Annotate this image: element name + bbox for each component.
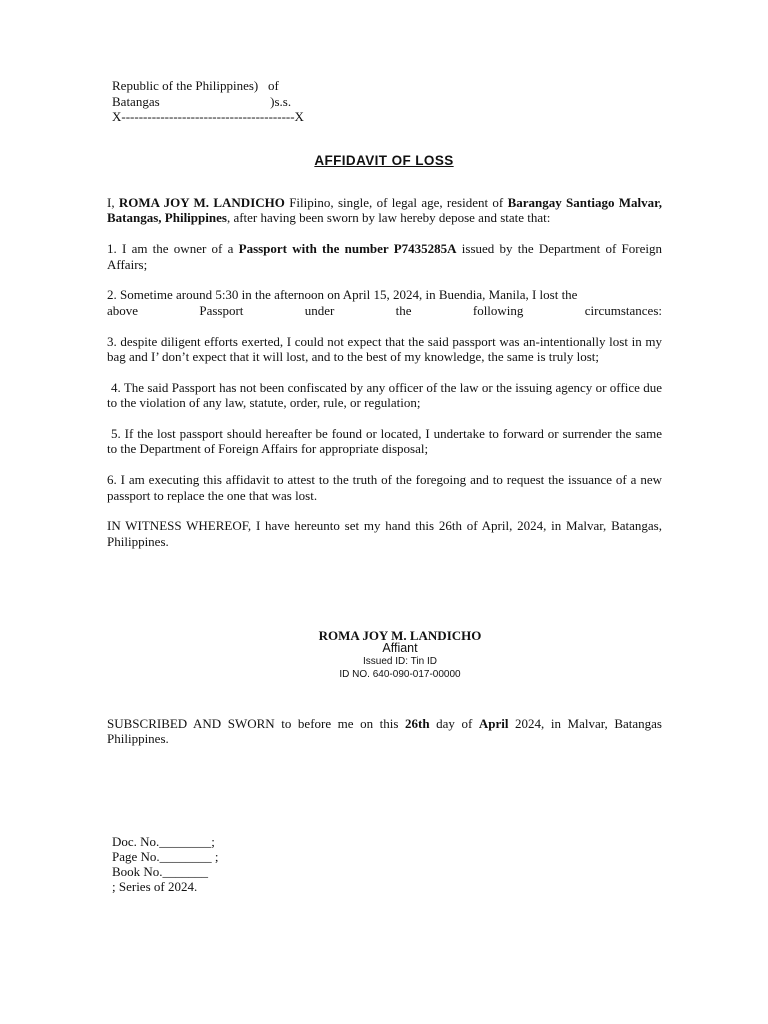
page-no: Page No.________ ; — [112, 849, 219, 864]
intro-text-2: Filipino, single, of legal age, resident of — [284, 195, 508, 210]
doc-no: Doc. No.________; — [112, 834, 215, 849]
jurat-month: April — [478, 716, 509, 731]
jurat-text-2: day of — [429, 716, 479, 731]
venue-line-batangas: Batangas )s.s. — [112, 93, 292, 109]
jurat-day: 26th — [405, 716, 430, 731]
affiant-address: Barangay Santiago Malvar, Batangas, Philippines — [107, 195, 662, 226]
intro-paragraph — [107, 195, 662, 226]
intro-text-1: I, — [107, 195, 119, 210]
venue-separator: X----------------------------------------X — [112, 109, 304, 124]
document-title-text: AFFIDAVIT OF LOSS — [314, 153, 454, 168]
p1-text-2: issued by the Department of Foreign Affairs; — [107, 241, 662, 272]
venue-line-republic: Republic of the Philippines) of — [112, 78, 279, 93]
signature-block — [0, 629, 768, 681]
passport-number: Passport with the number P7435285A — [238, 241, 457, 257]
jurat-text-3: 2024, in Malvar, Batangas Philippines. — [107, 716, 662, 747]
paragraph-2 — [107, 287, 662, 318]
affiant-name-inline: ROMA JOY M. LANDICHO — [118, 195, 285, 210]
affiant-role: Affiant — [382, 641, 418, 655]
venue-block — [112, 78, 304, 125]
id-number: ID NO. 640-090-017-00000 — [339, 669, 461, 680]
jurat-paragraph — [107, 716, 662, 747]
paragraph-4: 4. The said Passport has not been confiscated by any officer of the law or the issuing agency or office due to the violation of any law, statute, order, rule, or regulation; — [107, 379, 662, 411]
affiant-name: ROMA JOY M. LANDICHO — [318, 628, 482, 643]
p2-line-1: 2. Sometime around 5:30 in the afternoon on April 15, 2024, in Buendia, Manila, I lost the — [107, 287, 578, 303]
paragraph-3: 3. despite diligent efforts exerted, I could not expect that the said passport was an-intentionally lost in my bag and I’ don’t expect that it will lost, and to the best of my knowledge, the same is truly lost; — [107, 333, 662, 365]
intro-text-3: , after having been sworn by law hereby depose and state that: — [226, 210, 551, 226]
issued-id: Issued ID: Tin ID — [363, 656, 437, 667]
series: ; Series of 2024. — [112, 879, 198, 894]
book-no: Book No._______ — [112, 864, 209, 879]
affidavit-body — [107, 195, 662, 565]
jurat-text-1: SUBSCRIBED AND SWORN to before me on this — [107, 716, 406, 731]
notarial-register — [112, 834, 219, 894]
p1-text-1: 1. I am the owner of a — [107, 241, 239, 257]
document-title — [0, 153, 768, 168]
p2-line-2: above Passport under the following circumstances: — [107, 302, 662, 318]
paragraph-1 — [107, 241, 662, 272]
witness-paragraph: IN WITNESS WHEREOF, I have hereunto set my hand this 26th of April, 2024, in Malvar, Batangas, Philippines. — [107, 518, 662, 549]
paragraph-6: 6. I am executing this affidavit to attest to the truth of the foregoing and to request the issuance of a new passport to replace the one that was lost. — [107, 472, 662, 503]
paragraph-5: 5. If the lost passport should hereafter be found or located, I undertake to forward or surrender the same to the Department of Foreign Affairs for appropriate disposal; — [107, 426, 662, 457]
